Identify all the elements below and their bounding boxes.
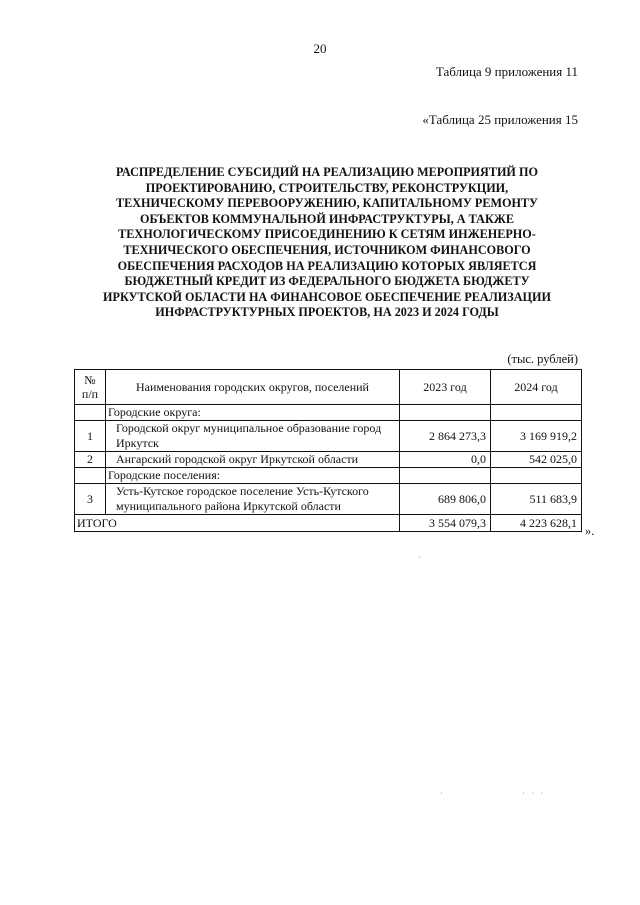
total-row bbox=[75, 515, 582, 532]
original-table-reference: «Таблица 25 приложения 15 bbox=[422, 112, 578, 127]
header-number-symbol: № bbox=[84, 373, 96, 387]
title-line: ТЕХНИЧЕСКОГО ОБЕСПЕЧЕНИЯ, ИСТОЧНИКОМ ФИНАНСОВОГО bbox=[123, 242, 531, 257]
row-value-2024: 542 025,0 bbox=[491, 452, 582, 468]
units-label: (тыс. рублей) bbox=[507, 352, 578, 366]
row-name: Городской округ муниципальное образование город Иркутск bbox=[106, 421, 400, 452]
header-number-abbr: п/п bbox=[81, 387, 99, 401]
table-row bbox=[75, 452, 582, 468]
title-line: ТЕХНОЛОГИЧЕСКОМУ ПРИСОЕДИНЕНИЮ К СЕТЯМ ИНЖЕНЕРНО- bbox=[118, 227, 536, 242]
title-line: ПРОЕКТИРОВАНИЮ, СТРОИТЕЛЬСТВУ, РЕКОНСТРУКЦИИ, bbox=[145, 180, 509, 195]
title-line: ИНФРАСТРУКТУРНЫХ ПРОЕКТОВ, НА 2023 И 2024 ГОДЫ bbox=[155, 305, 499, 320]
total-label: ИТОГО bbox=[75, 515, 400, 532]
table-header-row bbox=[75, 370, 582, 405]
title-line: ТЕХНИЧЕСКОМУ ПЕРЕВООРУЖЕНИЮ, КАПИТАЛЬНОМУ РЕМОНТУ bbox=[115, 196, 539, 211]
header-2023: 2023 год bbox=[400, 370, 491, 405]
document-title bbox=[72, 165, 582, 321]
row-name: Ангарский городской округ Иркутской области bbox=[106, 452, 400, 468]
group-label: Городские округа: bbox=[106, 405, 400, 421]
row-value-2023: 0,0 bbox=[400, 452, 491, 468]
row-value-2023: 2 864 273,3 bbox=[400, 421, 491, 452]
group-row bbox=[75, 405, 582, 421]
group-label: Городские поселения: bbox=[106, 468, 400, 484]
scan-artifact: · · · bbox=[522, 788, 546, 798]
group-row bbox=[75, 468, 582, 484]
subsidy-table bbox=[74, 369, 582, 532]
total-value-2023: 3 554 079,3 bbox=[400, 515, 491, 532]
header-number bbox=[75, 370, 106, 405]
row-value-2023: 689 806,0 bbox=[400, 484, 491, 515]
total-value-2024: 4 223 628,1 bbox=[491, 515, 582, 532]
title-line: ОБЪЕКТОВ КОММУНАЛЬНОЙ ИНФРАСТРУКТУРЫ, А ТАКЖЕ bbox=[140, 211, 514, 226]
header-name: Наименования городских округов, поселений bbox=[106, 370, 400, 405]
scan-artifact: · bbox=[440, 788, 445, 798]
table-row bbox=[75, 484, 582, 515]
scan-artifact: · bbox=[418, 552, 423, 562]
row-value-2024: 3 169 919,2 bbox=[491, 421, 582, 452]
row-value-2024: 511 683,9 bbox=[491, 484, 582, 515]
header-2024: 2024 год bbox=[491, 370, 582, 405]
table-reference: Таблица 9 приложения 11 bbox=[435, 64, 578, 79]
row-number: 1 bbox=[75, 421, 106, 452]
row-number: 2 bbox=[75, 452, 106, 468]
title-line: ИРКУТСКОЙ ОБЛАСТИ НА ФИНАНСОВОЕ ОБЕСПЕЧЕНИЕ РЕАЛИЗАЦИИ bbox=[103, 289, 551, 304]
closing-quote: ». bbox=[585, 524, 595, 538]
table-row bbox=[75, 421, 582, 452]
row-name: Усть-Кутское городское поселение Усть-Кутского муниципального района Иркутской области bbox=[106, 484, 400, 515]
title-line: ОБЕСПЕЧЕНИЯ РАСХОДОВ НА РЕАЛИЗАЦИЮ КОТОРЫХ ЯВЛЯЕТСЯ bbox=[117, 258, 537, 273]
page-number: 20 bbox=[313, 41, 327, 56]
title-line: РАСПРЕДЕЛЕНИЕ СУБСИДИЙ НА РЕАЛИЗАЦИЮ МЕРОПРИЯТИЙ ПО bbox=[116, 165, 538, 179]
row-number: 3 bbox=[75, 484, 106, 515]
title-line: БЮДЖЕТНЫЙ КРЕДИТ ИЗ ФЕДЕРАЛЬНОГО БЮДЖЕТА БЮДЖЕТУ bbox=[124, 274, 530, 289]
